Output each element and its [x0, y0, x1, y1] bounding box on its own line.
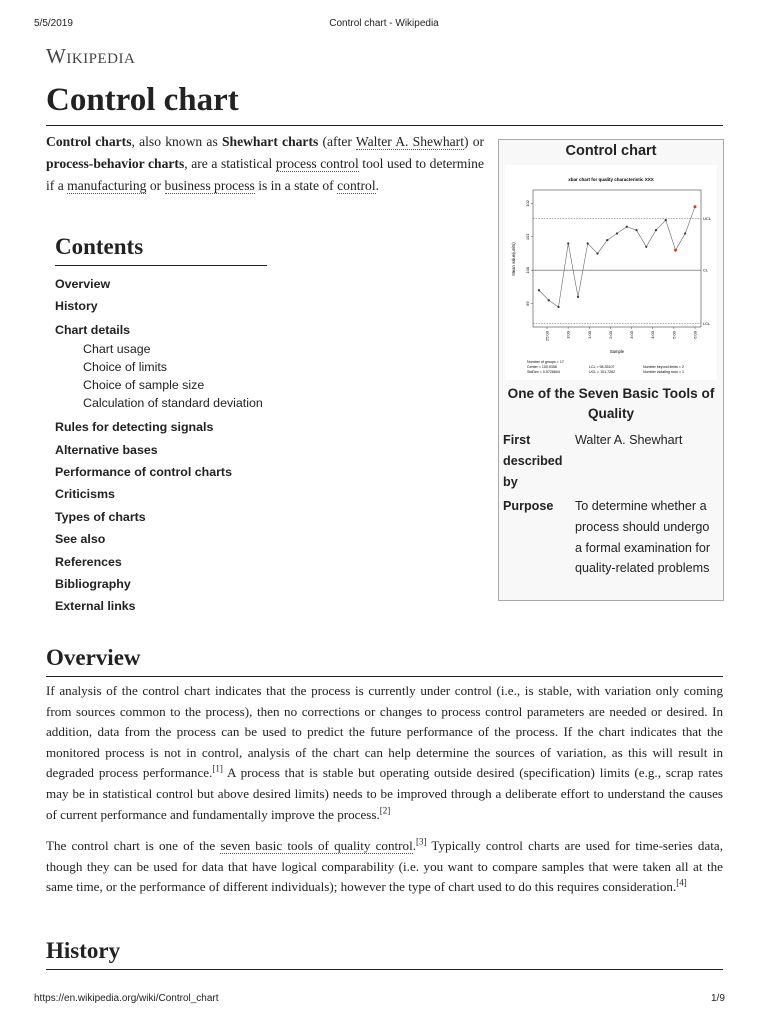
stat-stddev: StdDev = 0.0726604 [527, 370, 560, 374]
y-tick-label: 100 [525, 266, 530, 274]
print-date: 5/5/2019 [34, 18, 73, 29]
toc-item-performance[interactable]: Performance of control charts [55, 464, 232, 479]
citation-3[interactable]: [3] [416, 836, 427, 847]
data-point [606, 239, 608, 241]
infobox-value: To determine whether a process should undergo a formal examination for quality-related problems [575, 499, 711, 576]
toc-subitem-choice-of-limits[interactable]: Choice of limits [83, 359, 168, 374]
intro-text: tool used to determine if a [46, 156, 484, 193]
overview-rule [46, 676, 723, 677]
link-control[interactable]: control [337, 178, 376, 193]
data-point [557, 306, 559, 308]
x-tick-label: 5:00 [671, 331, 677, 339]
toc-item-external-links[interactable]: External links [55, 599, 136, 614]
data-point [635, 229, 637, 231]
infobox-title: Control chart [565, 143, 657, 159]
intro-text: . [375, 178, 380, 193]
lcl-label: LCL [703, 321, 711, 327]
page-title: Control chart [46, 82, 239, 118]
toc-subitem-chart-usage[interactable]: Chart usage [83, 341, 151, 356]
control-chart-image[interactable] [505, 165, 717, 380]
overview-text: If analysis of the control chart indicates that the process is currently under control (i.e., is stable, with variation only coming from sources common to the process), then no corrections or changes to process control parameters are needed or desired. In addition, data from the process can be used to predict the future performance of the process. If the chart indicates that the monitored process is not in control, analysis of the chart can help determine the sources of variation, as this will result in degraded process performance. [46, 683, 723, 781]
citation-4[interactable]: [4] [676, 877, 687, 888]
intro-text: , are a statistical [184, 156, 276, 171]
infobox-value[interactable]: Walter A. Shewhart [575, 433, 683, 447]
y-tick-label: 99 [525, 301, 530, 306]
link-walter-shewhart[interactable]: Walter A. Shewhart [355, 134, 464, 149]
x-tick-label: 3:00 [629, 331, 635, 339]
infobox-key: Purpose [503, 499, 554, 513]
data-point [665, 219, 667, 221]
data-point [538, 289, 540, 291]
overview-text: A process that is stable but operating outside desired (specification) limits (e.g., scrap rates may be in statistical control but above desired limits) needs to be improved through a deliberate effort to understand the causes of current performance and fundamentally improve the process. [46, 765, 723, 822]
data-point [645, 246, 647, 248]
link-business-process[interactable]: business process [164, 178, 255, 193]
data-point [596, 252, 598, 254]
toc-item-references[interactable]: References [55, 554, 122, 569]
toc-item-see-also[interactable]: See also [55, 532, 106, 547]
toc-item-criticisms[interactable]: Criticisms [55, 487, 115, 502]
toc-item-types-of-charts[interactable]: Types of charts [55, 509, 146, 524]
citation-1[interactable]: [1] [212, 764, 223, 775]
data-point [674, 249, 677, 252]
infobox-caption: One of the Seven Basic Tools of Quality [507, 386, 715, 421]
series-line [539, 207, 695, 307]
print-url: https://en.wikipedia.org/wiki/Control_chart [34, 993, 219, 1004]
toc-item-chart-details[interactable]: Chart details [55, 322, 131, 337]
y-tick-label: 101 [525, 233, 530, 241]
intro-text: , also known as [131, 134, 222, 149]
x-tick-label: 3:00 [565, 331, 571, 339]
toc-subitem-choice-of-sample-size[interactable]: Choice of sample size [83, 377, 205, 392]
toc-item-alternative-bases[interactable]: Alternative bases [55, 442, 158, 457]
toc-item-overview[interactable]: Overview [55, 277, 111, 291]
x-tick-label: 6:00 [692, 331, 698, 339]
toc-item-rules[interactable]: Rules for detecting signals [55, 420, 214, 435]
data-point [587, 242, 589, 244]
stat-ucl: UCL = 101.7262 [589, 370, 616, 374]
stat-groups: Number of groups = 17 [527, 360, 564, 364]
x-tick-label: 4:00 [650, 331, 656, 339]
history-rule [46, 969, 723, 970]
infobox [498, 139, 724, 601]
data-point [626, 226, 628, 228]
stat-beyond: Number beyond limits = 2 [643, 365, 684, 369]
history-heading: History [46, 938, 121, 963]
intro-text: (after [318, 134, 356, 149]
toc-list [55, 273, 267, 618]
x-axis-label: Sample [609, 349, 625, 354]
overview-heading: Overview [46, 645, 141, 670]
control-chart-svg [505, 165, 717, 380]
toc-subitem-calculation-std-dev[interactable]: Calculation of standard deviation [83, 396, 263, 411]
citation-2[interactable]: [2] [379, 805, 391, 816]
data-point [548, 299, 550, 301]
wikipedia-logo[interactable]: Wikipedia [46, 44, 136, 68]
intro-term-process-behavior: process-behavior charts [46, 156, 185, 171]
title-rule [46, 125, 723, 126]
y-axis-label: Mean value(units) [511, 242, 516, 276]
overview-text: . [412, 838, 416, 853]
intro-text: is in a state of [254, 178, 338, 193]
stat-center: Center = 100.0356 [527, 365, 557, 369]
link-seven-basic-tools[interactable]: seven basic tools of quality control [220, 838, 413, 853]
print-page-number: 1/9 [711, 993, 725, 1004]
toc-heading: Contents [55, 234, 144, 259]
intro-text: ) or [463, 134, 485, 149]
chart-title: xbar chart for quality characteristic XXX [568, 177, 654, 182]
overview-paragraph-1 [46, 681, 723, 825]
link-process-control[interactable]: process control [275, 156, 359, 171]
overview-text: Typically control charts are used for time-series data, though they can be used for data that have logical comparability (i.e. you want to compare samples that were taken all at the same time, or the performance of different individuals); however the type of chart used to do this requires consideration. [46, 838, 723, 895]
overview-paragraph-2 [46, 836, 723, 898]
data-point [616, 232, 618, 234]
data-point [684, 232, 686, 234]
intro-term-shewhart: Shewhart charts [221, 134, 319, 149]
table-of-contents [55, 234, 267, 618]
data-point [655, 229, 657, 231]
intro-text: or [146, 178, 165, 193]
ucl-label: UCL [703, 215, 712, 221]
link-manufacturing[interactable]: manufacturing [67, 178, 147, 193]
data-point [577, 296, 579, 298]
data-point [567, 242, 569, 244]
x-tick-label: 2:00 [607, 331, 613, 339]
toc-item-bibliography[interactable]: Bibliography [55, 576, 131, 591]
toc-sublist [55, 340, 267, 412]
data-point [694, 205, 697, 208]
stat-violating: Number violating runs = 1 [643, 370, 685, 374]
infobox-key: First described by [503, 433, 563, 489]
intro-term-control-charts: Control charts [46, 134, 132, 149]
x-tick-label: 25:00 [544, 331, 550, 342]
toc-rule [55, 265, 267, 266]
overview-text: The control chart is one of the [46, 838, 221, 853]
intro-paragraph [46, 131, 484, 197]
x-tick-label: 1:00 [586, 331, 592, 339]
toc-item-history[interactable]: History [55, 299, 98, 314]
stat-lcl: LCL = 98.35107 [589, 365, 615, 369]
y-tick-label: 102 [525, 200, 530, 207]
toc-item-chart-details-group [55, 320, 267, 412]
cl-label: CL [703, 267, 709, 273]
print-page-title: Control chart - Wikipedia [329, 18, 439, 29]
